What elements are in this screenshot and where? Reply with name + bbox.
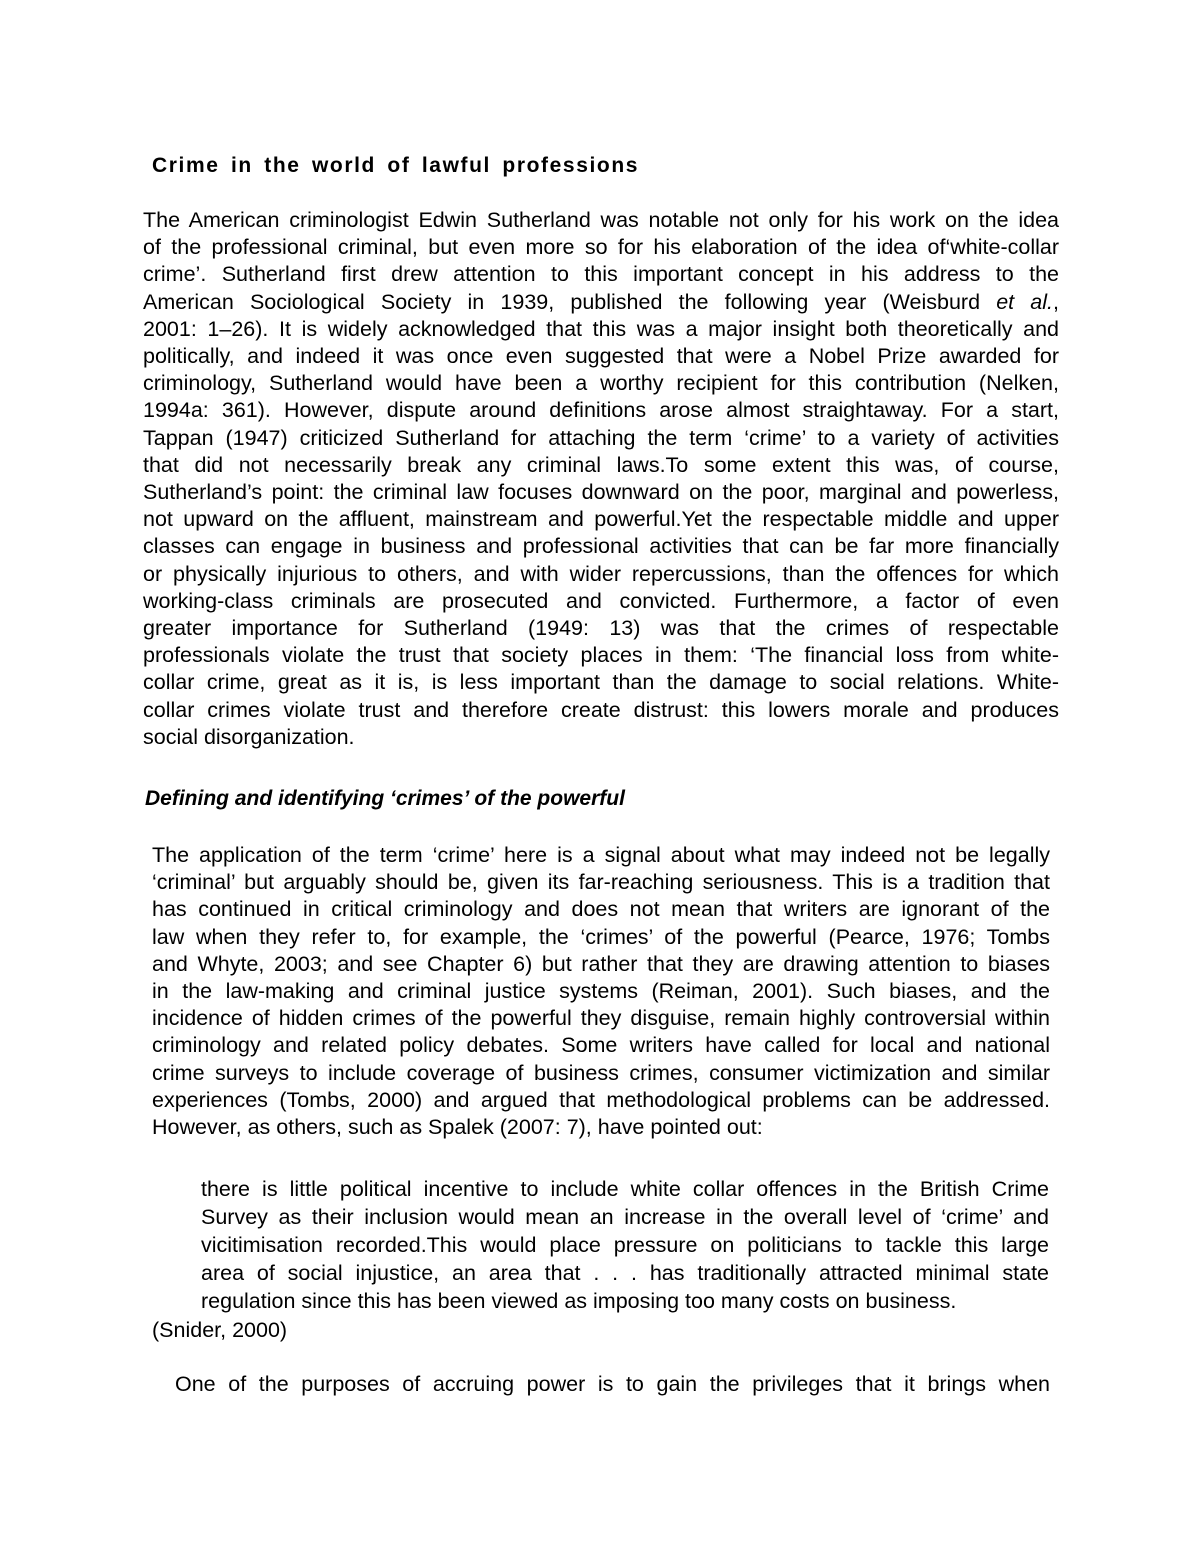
quote-line: regulation since this has been viewed as imposing too many costs on business. xyxy=(201,1289,957,1313)
text-line: experiences (Tombs, 2000) and argued that methodological problems can be addressed. xyxy=(152,1087,1050,1112)
quote-line: vicitimisation recorded.This would place pressure on politicians to tackle this large xyxy=(201,1233,1049,1257)
text-line: The American criminologist Edwin Sutherland was notable not only for his work on the idea xyxy=(143,208,1059,232)
text-line: collar crimes violate trust and therefore create distrust: this lowers morale and produces xyxy=(143,697,1059,722)
text-line: social disorganization. xyxy=(143,724,355,749)
text-line: professionals violate the trust that society places in them: ‘The financial loss from white- xyxy=(143,643,1059,668)
quote-line: Survey as their inclusion would mean an increase in the overall level of ‘crime’ and xyxy=(201,1205,1049,1229)
paragraph-crimes-of-powerful xyxy=(152,842,1050,1141)
text-line: The application of the term ‘crime’ here is a signal about what may indeed not be legally xyxy=(152,843,1050,867)
subsection-heading: Defining and identifying ‘crimes’ of the powerful xyxy=(145,787,625,810)
text-line: or physically injurious to others, and with wider repercussions, than the offences for which xyxy=(143,561,1059,586)
text-line-with-italic xyxy=(143,289,1059,316)
quote-line: there is little political incentive to include white collar offences in the British Crime xyxy=(201,1177,1049,1201)
quote-citation: (Snider, 2000) xyxy=(152,1318,288,1342)
text-line: incidence of hidden crimes of the powerful they disguise, remain highly controversial within xyxy=(152,1006,1050,1031)
text-line: However, as others, such as Spalek (2007: 7), have pointed out: xyxy=(152,1115,763,1140)
text-line: and Whyte, 2003; and see Chapter 6) but rather that they are drawing attention to biases xyxy=(152,951,1050,976)
paragraph-sutherland xyxy=(143,207,1059,751)
text-line: in the law-making and criminal justice systems (Reiman, 2001). Such biases, and the xyxy=(152,979,1050,1004)
text-line: has continued in critical criminology and does not mean that writers are ignorant of the xyxy=(152,897,1050,922)
text-line: of the professional criminal, but even more so for his elaboration of the idea of‘white-collar xyxy=(143,235,1059,260)
text-line: politically, and indeed it was once even suggested that were a Nobel Prize awarded for xyxy=(143,344,1059,369)
text-line: law when they refer to, for example, the ‘crimes’ of the powerful (Pearce, 1976; Tombs xyxy=(152,924,1050,949)
text-line: that did not necessarily break any criminal laws.To some extent this was, of course, xyxy=(143,452,1059,477)
italic-citation: et al. xyxy=(996,289,1054,314)
text-line: criminology and related policy debates. Some writers have called for local and national xyxy=(152,1033,1050,1058)
paragraph-accruing-power: One of the purposes of accruing power is to gain the privileges that it brings when xyxy=(175,1372,1050,1396)
text-line: crime’. Sutherland first drew attention to this important concept in his address to the xyxy=(143,262,1059,287)
text-line: collar crime, great as it is, is less important than the damage to social relations. White- xyxy=(143,670,1059,695)
text-segment: American Sociological Society in 1939, published the following year (Weisburd xyxy=(143,289,981,314)
text-line: classes can engage in business and professional activities that can be far more financially xyxy=(143,534,1059,559)
block-quote xyxy=(201,1175,1049,1315)
text-line: 2001: 1–26). It is widely acknowledged that this was a major insight both theoretically and xyxy=(143,316,1059,341)
text-line: crime surveys to include coverage of business crimes, consumer victimization and similar xyxy=(152,1060,1050,1085)
text-line: working-class criminals are prosecuted and convicted. Furthermore, a factor of even xyxy=(143,588,1059,613)
text-line: ‘criminal’ but arguably should be, given its far-reaching seriousness. This is a tradition that xyxy=(152,870,1050,895)
section-heading: Crime in the world of lawful professions xyxy=(152,154,640,177)
text-line: 1994a: 361). However, dispute around definitions arose almost straightaway. For a start, xyxy=(143,398,1059,423)
text-line: greater importance for Sutherland (1949: 13) was that the crimes of respectable xyxy=(143,616,1059,641)
quote-line: area of social injustice, an area that . . . has traditionally attracted minimal state xyxy=(201,1261,1049,1285)
text-line: not upward on the affluent, mainstream and powerful.Yet the respectable middle and upper xyxy=(143,507,1059,532)
text-line: criminology, Sutherland would have been a worthy recipient for this contribution (Nelken, xyxy=(143,371,1059,396)
text-segment: , xyxy=(1053,289,1059,314)
text-line: Tappan (1947) criticized Sutherland for attaching the term ‘crime’ to a variety of activities xyxy=(143,425,1059,450)
text-line: Sutherland’s point: the criminal law focuses downward on the poor, marginal and powerless, xyxy=(143,480,1059,505)
